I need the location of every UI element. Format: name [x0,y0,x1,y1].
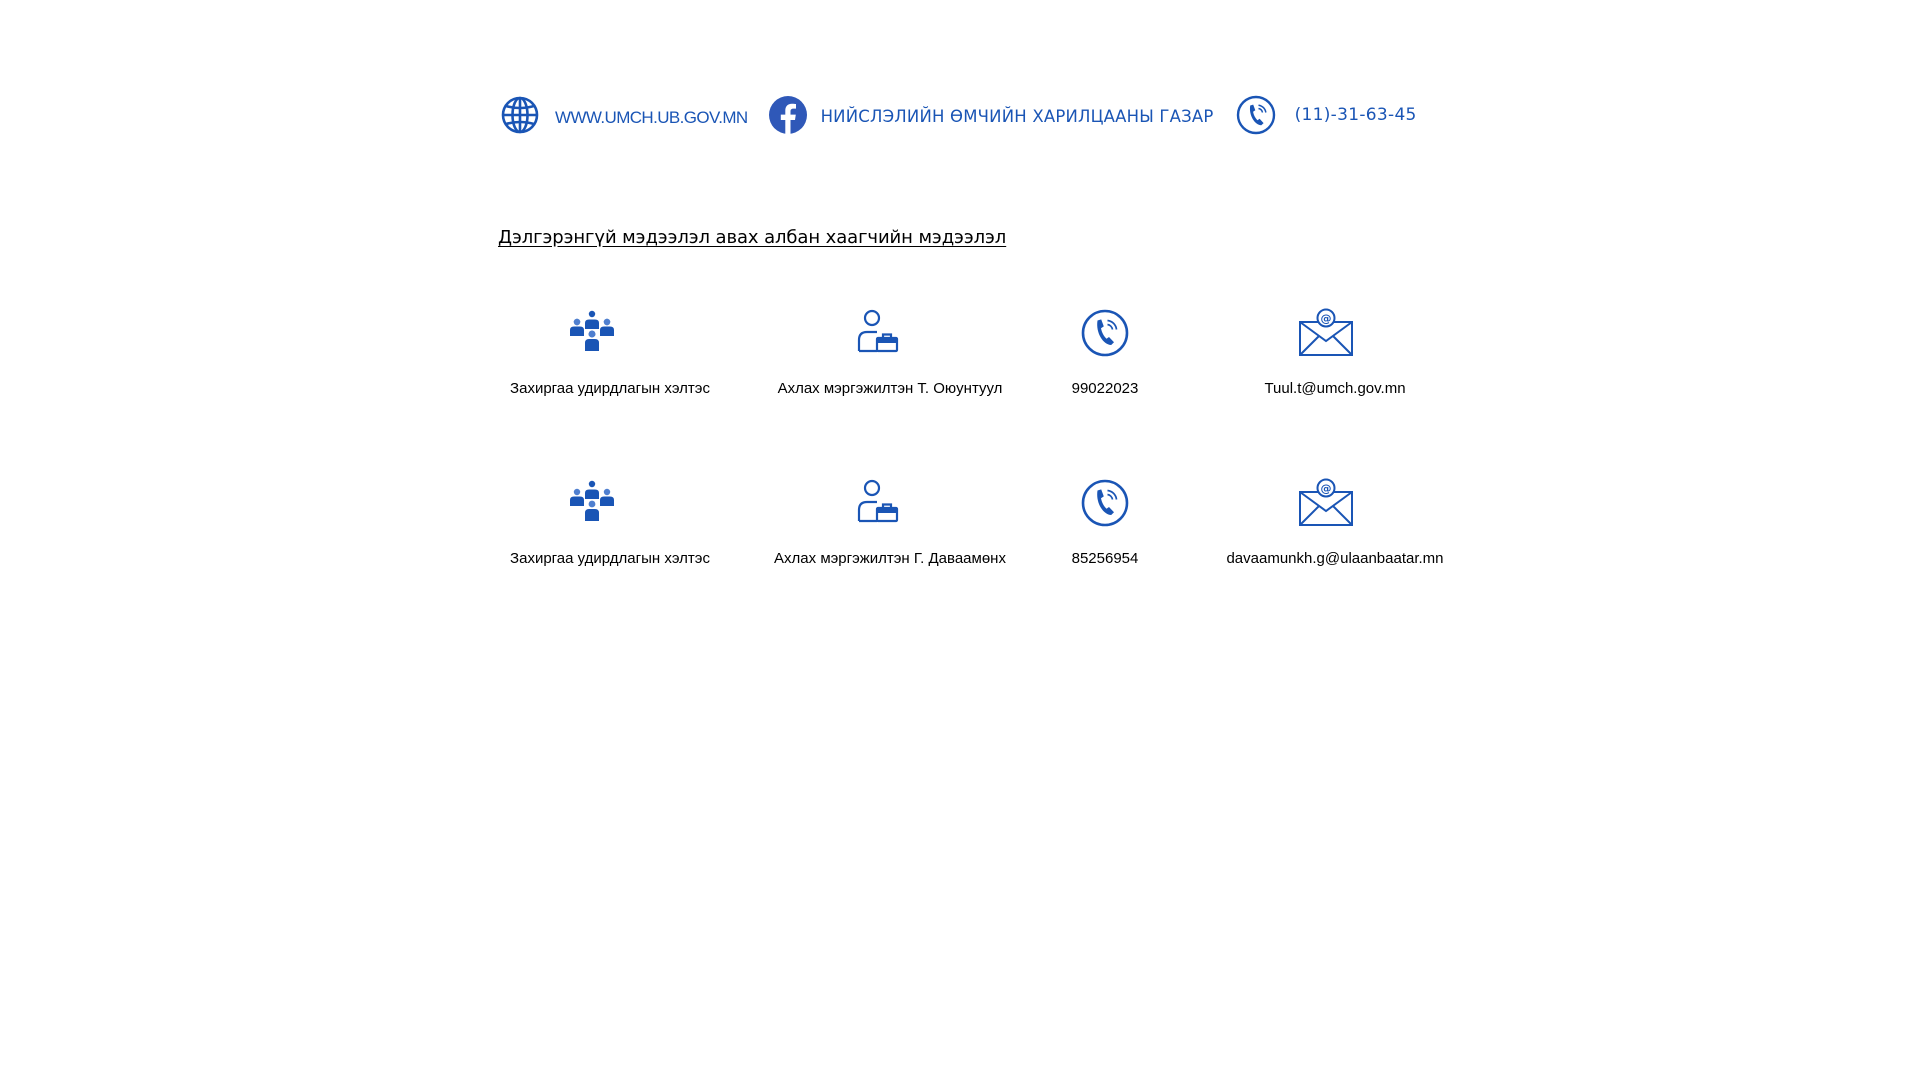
employee-name-label: Ахлах мэргэжилтэн Г. Даваамөнх [774,550,1006,567]
header-contact-bar [500,92,1417,138]
employee-name-label: Ахлах мэргэжилтэн Т. Оюунтуул [777,380,1003,397]
globe-icon [500,95,540,135]
phone-number-label: 99022023 [1071,380,1139,397]
phone-icon [1080,478,1130,528]
department-label: Захиргаа удирдлагын хэлтэс [510,550,710,567]
facebook-link[interactable] [768,95,1214,135]
facebook-icon [768,95,808,135]
website-link[interactable] [500,95,748,135]
team-icon [567,478,617,528]
phone-cell [1055,308,1155,397]
employee-icon [853,478,903,528]
contact-row [0,308,1920,418]
email-icon [1298,308,1354,358]
employee-icon [853,308,903,358]
facebook-text: НИЙСЛЭЛИЙН ӨМЧИЙН ХАРИЛЦААНЫ ГАЗАР [820,106,1214,126]
website-text: WWW.UMCH.UB.GOV.MN [555,108,748,127]
employee-cell [760,308,1020,397]
email-icon [1298,478,1354,528]
svg-text:@: @ [1320,312,1332,325]
section-title-link[interactable]: Дэлгэрэнгүй мэдээлэл авах албан хаагчийн мэдээлэл [498,227,1007,248]
department-cell [500,308,720,397]
team-icon [567,308,617,358]
phone-icon [1236,95,1276,135]
svg-text:@: @ [1320,482,1332,495]
email-label[interactable]: Tuul.t@umch.gov.mn [1264,380,1406,397]
department-label: Захиргаа удирдлагын хэлтэс [510,380,710,397]
header-phone-text: (11)-31-63-45 [1294,105,1417,125]
department-cell [500,478,720,567]
email-cell [1215,478,1455,567]
phone-number-label: 85256954 [1071,550,1139,567]
email-label[interactable]: davaamunkh.g@ulaanbaatar.mn [1226,550,1444,567]
phone-cell [1055,478,1155,567]
phone-icon [1080,308,1130,358]
contact-row [0,478,1920,588]
header-phone-link[interactable] [1236,95,1417,135]
email-cell [1215,308,1455,397]
employee-cell [760,478,1020,567]
